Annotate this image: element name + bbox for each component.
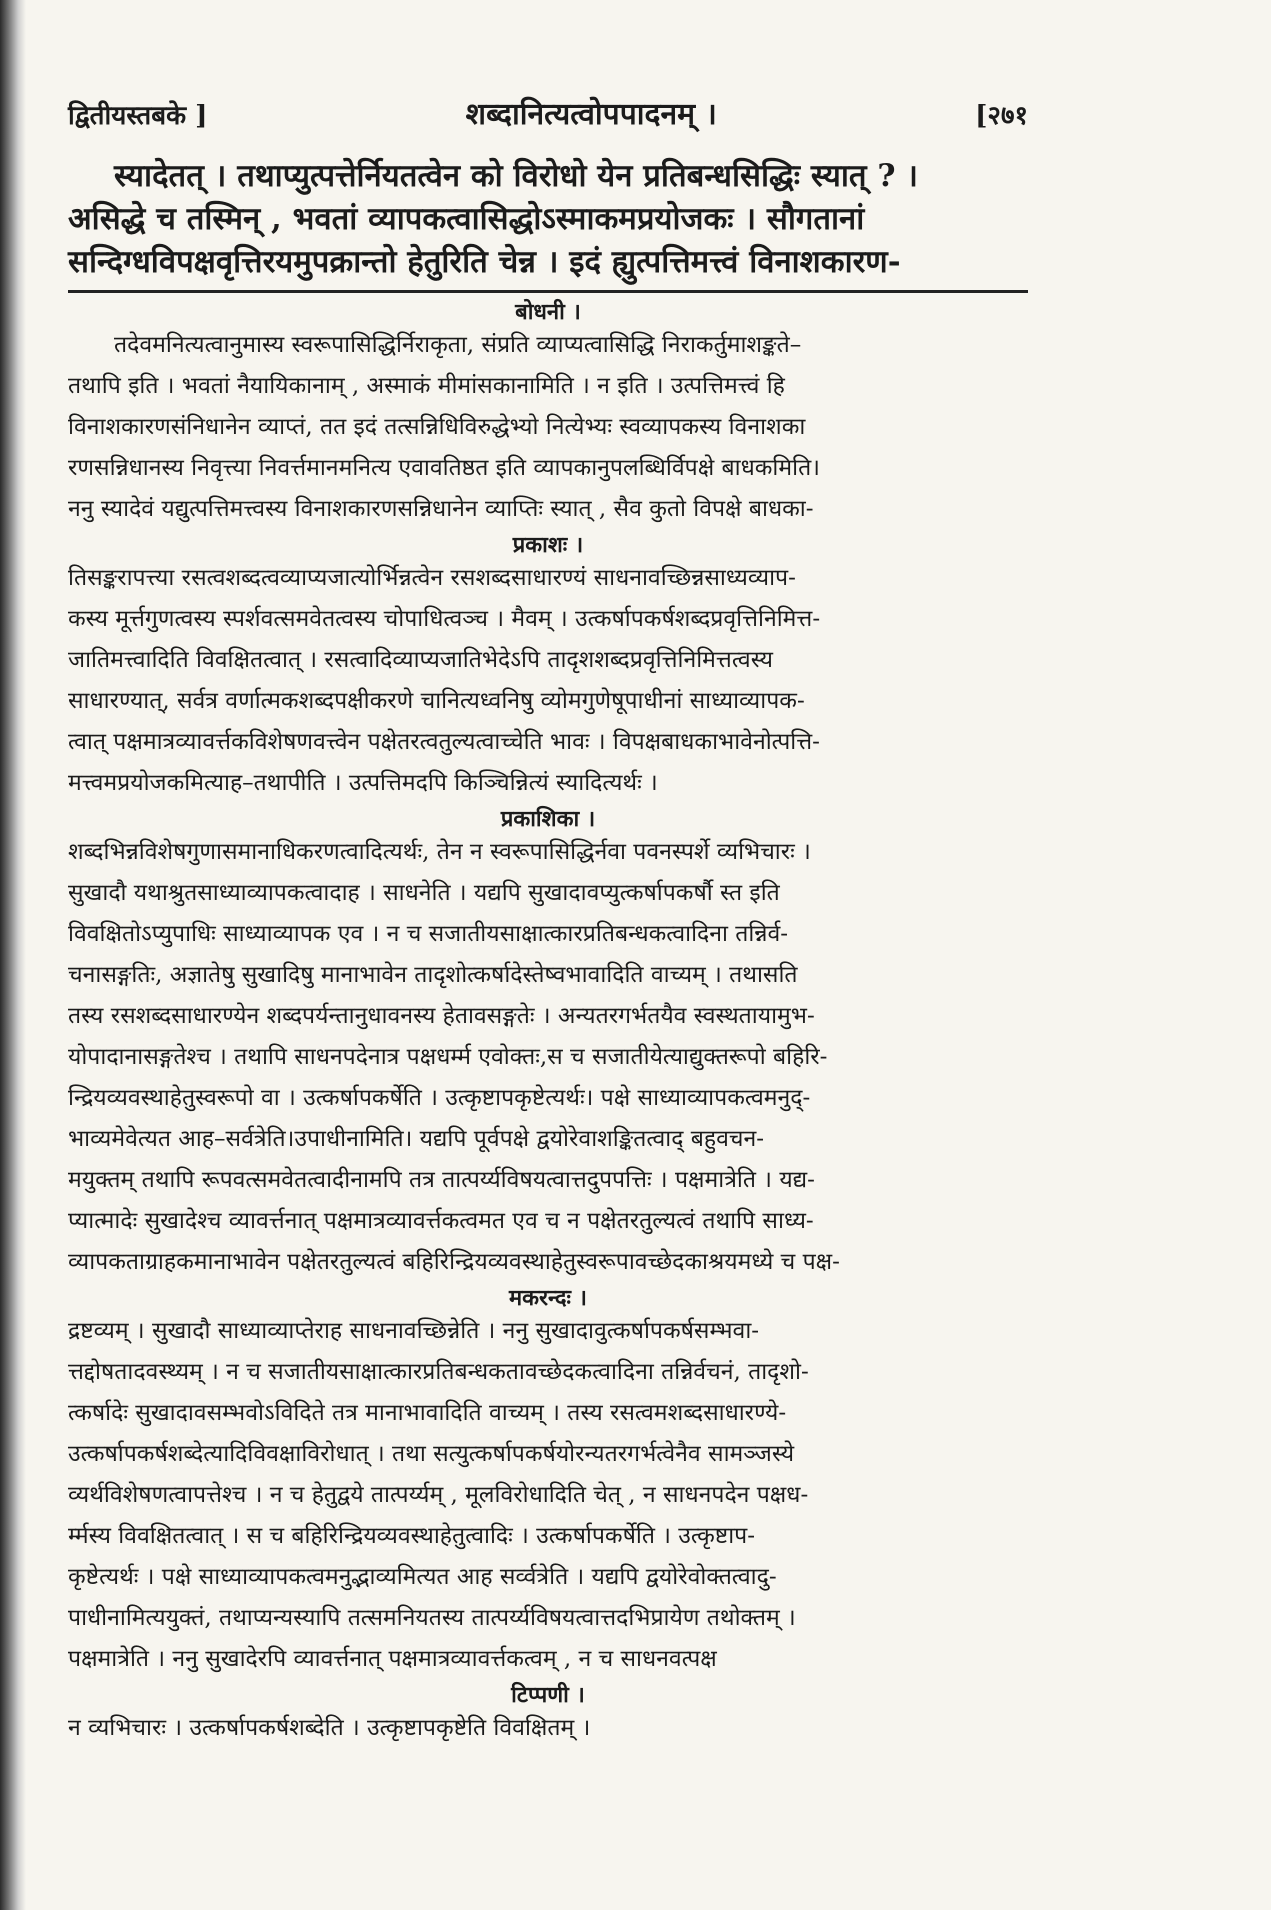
commentary-heading: मकरन्दः ।	[509, 1285, 587, 1311]
commentary-line: त्वात् पक्षमात्रव्यावर्त्तकविशेषणवत्त्वेन पक्षेतरत्वतुल्यत्वाच्चेति भावः । विपक्षबाधकाभावेनोत्पत्ति-	[68, 729, 820, 755]
commentary-line: व्यापकताग्राहकमानाभावेन पक्षेतरतुल्यत्वं बहिरिन्द्रियव्यवस्थाहेतुस्वरूपावच्छेदकाश्रयमध्ये च पक्ष-	[68, 1249, 840, 1275]
page-binding-edge	[0, 0, 26, 1910]
commentary-line: र्म्मस्य विवक्षितत्वात् । स च बहिरिन्द्रियव्यवस्थाहेतुत्वादिः । उत्कर्षापकर्षेति । उत्कृष्टाप-	[68, 1523, 755, 1549]
commentary-heading: प्रकाशः ।	[512, 532, 584, 558]
commentary-line: त्तद्दोषतादवस्थ्यम् । न च सजातीयसाक्षात्कारप्रतिबन्धकतावच्छेदकत्वादिना तन्निर्वचनं, तादृशो-	[68, 1359, 809, 1385]
header-chapter: द्वितीयस्तबके ]	[68, 101, 208, 131]
commentary-line: व्यर्थविशेषणत्वापत्तेश्च । न च हेतुद्वये तात्पर्य्यम् , मूलविरोधादिति चेत् , न साधनपदेन पक्षध-	[68, 1482, 809, 1508]
commentary-line: न्द्रियव्यवस्थाहेतुस्वरूपो वा । उत्कर्षापकर्षेति । उत्कृष्टापकृष्टेत्यर्थः। पक्षे साध्याव्यापकत्वमनुद्-	[68, 1085, 811, 1111]
main-text	[68, 155, 1028, 284]
commentary-line: त्कर्षादेः सुखादावसम्भवोऽविदिते तत्र मानाभावादिति वाच्यम् । तस्य रसत्वमशब्दसाधारण्ये-	[68, 1400, 787, 1426]
commentary-heading: टिप्पणी ।	[511, 1682, 585, 1708]
commentary-line: उत्कर्षापकर्षशब्देत्यादिविवक्षाविरोधात् । तथा सत्युत्कर्षापकर्षयोरन्यतरगर्भत्वेनैव सामञ्जस्ये	[68, 1441, 795, 1467]
running-header	[68, 92, 1028, 133]
commentary-heading: बोधनी ।	[515, 299, 581, 325]
commentary-line: जातिमत्त्वादिति विवक्षितत्वात् । रसत्वादिव्याप्यजातिभेदेऽपि तादृशशब्दप्रवृत्तिनिमित्तत्वस्य	[68, 647, 773, 673]
commentary-line: कस्य मूर्त्तगुणत्वस्य स्पर्शवत्समवेतत्वस्य चोपाधित्वञ्च । मैवम् । उत्कर्षापकर्षशब्दप्रवृत्तिनिमित्त-	[68, 606, 821, 632]
commentary-line: योपादानासङ्गतेश्च । तथापि साधनपदेनात्र पक्षधर्म्म एवोक्तः,स च सजातीयेत्याद्युक्तरूपो बहिरि-	[68, 1044, 828, 1070]
commentary-line: न व्यभिचारः । उत्कर्षापकर्षशब्देति । उत्कृष्टापकृष्टेति विवक्षितम् ।	[68, 1715, 591, 1741]
main-text-line: सन्दिग्धविपक्षवृत्तिरयमुपक्रान्तो हेतुरिति चेन्न । इदं ह्युत्पत्तिमत्त्वं विनाशकारण-	[68, 244, 901, 280]
commentary-line: द्रष्टव्यम् । सुखादौ साध्याव्याप्तेराह साधनावच्छिन्नेति । ननु सुखादावुत्कर्षापकर्षसम्भवा-	[68, 1318, 760, 1344]
page-number: [२७१	[975, 101, 1028, 131]
commentary-prakashika	[68, 806, 1028, 1283]
commentary-line: तिसङ्करापत्त्या रसत्वशब्दत्वव्याप्यजात्योर्भिन्नत्वेन रसशब्दसाधारण्यं साधनावच्छिन्नसाध्यव्याप-	[68, 565, 796, 591]
commentary-line: तदेवमनित्यत्वानुमास्य स्वरूपासिद्धिर्निराकृता, संप्रति व्याप्यत्वासिद्धि निराकर्तुमाशङ्कते–	[114, 332, 802, 358]
commentary-line: साधारण्यात्, सर्वत्र वर्णात्मकशब्दपक्षीकरणे चानित्यध्वनिषु व्योमगुणेषूपाधीनां साध्याव्यापक-	[68, 688, 805, 714]
commentary-makaranda	[68, 1285, 1028, 1680]
commentary-line: पक्षमात्रेति । ननु सुखादेरपि व्यावर्त्तनात् पक्षमात्रव्यावर्त्तकत्वम् , न च साधनवत्पक्ष	[68, 1646, 717, 1672]
commentary-line: कृष्टेत्यर्थः । पक्षे साध्याव्यापकत्वमनुद्भाव्यमित्यत आह सर्व्वत्रेति । यद्यपि द्वयोरेवोक्तत्वादु-	[68, 1564, 777, 1590]
commentary-line: तस्य रसशब्दसाधारण्येन शब्दपर्यन्तानुधावनस्य हेतावसङ्गतेः । अन्यतरगर्भतयैव स्वस्थतायामुभ-	[68, 1003, 815, 1029]
commentary-line: पाधीनामित्ययुक्तं, तथाप्यन्यस्यापि तत्समनियतस्य तात्पर्य्यविषयत्वात्तदभिप्रायेण तथोक्तम् ।	[68, 1605, 796, 1631]
divider-rule	[68, 290, 1028, 293]
commentary-heading: प्रकाशिका ।	[500, 806, 596, 832]
commentary-line: सुखादौ यथाश्रुतसाध्याव्यापकत्वादाह । साधनेति । यद्यपि सुखादावप्युत्कर्षापकर्षौ स्त इति	[68, 880, 780, 906]
commentary-tippani	[68, 1682, 1028, 1749]
commentary-line: रणसन्निधानस्य निवृत्त्या निवर्त्तमानमनित्य एवावतिष्ठत इति व्यापकानुपलब्धिर्विपक्षे बाधकमिति।	[68, 455, 820, 481]
commentary-line: प्यात्मादेः सुखादेश्च व्यावर्त्तनात् पक्षमात्रव्यावर्त्तकत्वमत एव च न पक्षेतरतुल्यत्वं तथापि साध्य-	[68, 1208, 814, 1234]
commentary-line: मत्त्वमप्रयोजकमित्याह–तथापीति । उत्पत्तिमदपि किञ्चिन्नित्यं स्यादित्यर्थः ।	[68, 770, 658, 796]
main-text-line: स्यादेतत् । तथाप्युत्पत्तेर्नियतत्वेन को विरोधो येन प्रतिबन्धसिद्धिः स्यात् ? ।	[114, 158, 919, 194]
commentary-line: विनाशकारणसंनिधानेन व्याप्तं, तत इदं तत्सन्निधिविरुद्धेभ्यो नित्येभ्यः स्वव्यापकस्य विनाशका	[68, 414, 806, 440]
commentary-line: ननु स्यादेवं यद्युत्पत्तिमत्त्वस्य विनाशकारणसन्निधानेन व्याप्तिः स्यात् , सैव कुतो विपक्षे बाधका-	[68, 496, 814, 522]
book-page	[68, 92, 1028, 1749]
commentary-line: तथापि इति । भवतां नैयायिकानाम् , अस्माकं मीमांसकानामिति । न इति । उत्पत्तिमत्त्वं हि	[68, 373, 785, 399]
commentary-prakasha	[68, 532, 1028, 804]
commentary-line: विवक्षितोऽप्युपाधिः साध्याव्यापक एव । न च सजातीयसाक्षात्कारप्रतिबन्धकत्वादिना तन्निर्व-	[68, 921, 789, 947]
header-title: शब्दानित्यत्वोपपादनम् ।	[465, 97, 717, 132]
commentary-line: मयुक्तम् तथापि रूपवत्समवेतत्वादीनामपि तत्र तात्पर्य्यविषयत्वात्तदुपपत्तिः । पक्षमात्रेति । यद्य-	[68, 1167, 815, 1193]
commentary-line: चनासङ्गतिः, अज्ञातेषु सुखादिषु मानाभावेन तादृशोत्कर्षादेस्तेष्वभावादिति वाच्यम् । तथासति	[68, 962, 798, 988]
commentary-line: शब्दभिन्नविशेषगुणासमानाधिकरणत्वादित्यर्थः, तेन न स्वरूपासिद्धिर्नवा पवनस्पर्शे व्यभिचारः ।	[68, 839, 811, 865]
commentary-line: भाव्यमेवेत्यत आह–सर्वत्रेति।उपाधीनामिति। यद्यपि पूर्वपक्षे द्वयोरेवाशङ्कितत्वाद् बहुवचन-	[68, 1126, 765, 1152]
main-text-line: असिद्धे च तस्मिन् , भवतां व्यापकत्वासिद्धोऽस्माकमप्रयोजकः । सौगतानां	[68, 201, 865, 237]
commentary-bodhani	[68, 299, 1028, 530]
